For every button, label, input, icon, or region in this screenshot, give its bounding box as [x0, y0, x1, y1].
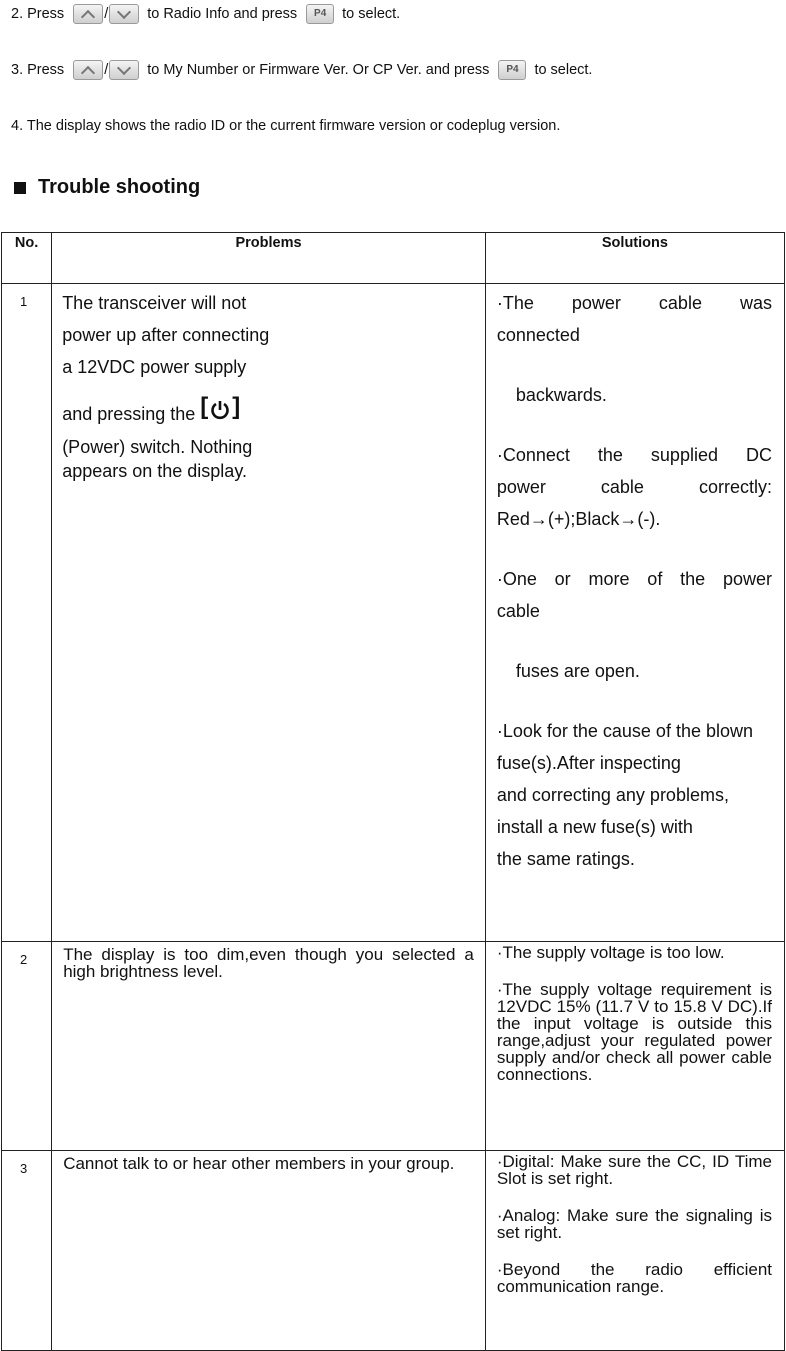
- step-2-end: to select.: [342, 6, 401, 22]
- solution-line: ·One or more of the power: [496, 569, 772, 589]
- step-3-separator: /: [104, 62, 109, 78]
- step-3: [11, 60, 592, 80]
- step-2-middle: to Radio Info and press: [147, 6, 298, 22]
- solution-line: ·Look for the cause of the blown: [496, 721, 754, 741]
- step-4: 4. The display shows the radio ID or the current firmware version or codeplug version.: [11, 118, 561, 134]
- solution-line: connected: [496, 325, 580, 345]
- solution-cell: [485, 1151, 784, 1351]
- solution-line: Red→(+);Black→(-).: [496, 509, 661, 529]
- table-row: [2, 942, 785, 1151]
- problem-line: (Power) switch. Nothing: [62, 437, 253, 457]
- power-button-icon: [ ]: [200, 393, 241, 420]
- down-arrow-key-icon: [109, 4, 139, 24]
- step-3-prefix: 3. Press: [11, 62, 65, 78]
- solution-line: ·The supply voltage requirement is 12VDC 15% (11.7 V to 15.8 V DC).If the input voltage is outside this range,adjust your regulated power supply and/or check all power cable connections.: [496, 980, 772, 1084]
- solution-line: and correcting any problems,: [496, 785, 729, 805]
- problem-cell: [52, 284, 486, 942]
- problem-cell: Cannot talk to or hear other members in your group.: [52, 1151, 486, 1351]
- solution-line: cable: [496, 601, 540, 621]
- solution-line: ·Analog: Make sure the signaling is set right.: [496, 1206, 772, 1242]
- problem-line-with-icon: [62, 393, 474, 430]
- header-solutions: Solutions: [485, 233, 784, 284]
- solution-line: ·Connect the supplied DC: [496, 445, 772, 465]
- section-heading-text: Trouble shooting: [38, 176, 201, 198]
- solution-line: ·The power cable was: [496, 293, 772, 313]
- solution-line: backwards.: [515, 385, 607, 405]
- up-arrow-key-icon: [73, 60, 103, 80]
- solution-line: ·The supply voltage is too low.: [496, 943, 725, 962]
- solution-cell: [485, 942, 784, 1151]
- header-no: No.: [2, 233, 52, 284]
- problem-line: and pressing the: [62, 404, 196, 424]
- troubleshooting-table: [1, 232, 785, 1351]
- step-3-end: to select.: [534, 62, 593, 78]
- step-2: [11, 4, 400, 24]
- up-arrow-key-icon: [73, 4, 103, 24]
- problem-cell: The display is too dim,even though you selected a high brightness level.: [52, 942, 486, 1151]
- row-number: 3: [2, 1151, 52, 1351]
- p4-key-icon: P4: [498, 60, 526, 80]
- solution-line: fuse(s).After inspecting: [496, 753, 681, 773]
- solution-line: ·Beyond the radio efficient communication range.: [496, 1260, 772, 1296]
- table-row: [2, 1151, 785, 1351]
- problem-line: appears on the display.: [62, 461, 247, 481]
- problem-line: a 12VDC power supply: [62, 357, 247, 377]
- row-number: 2: [2, 942, 52, 1151]
- solution-line: power cable correctly:: [496, 477, 772, 497]
- square-bullet-icon: [14, 182, 26, 194]
- problem-line: The transceiver will not: [62, 293, 247, 313]
- solution-line: ·Digital: Make sure the CC, ID Time Slot is set right.: [496, 1152, 772, 1188]
- solution-line: fuses are open.: [515, 661, 640, 681]
- table-header-row: [2, 233, 785, 284]
- row-number: 1: [2, 284, 52, 942]
- solution-line: install a new fuse(s) with: [496, 817, 693, 837]
- p4-key-icon: P4: [306, 4, 334, 24]
- solution-cell: [485, 284, 784, 942]
- step-2-separator: /: [104, 6, 109, 22]
- step-3-middle: to My Number or Firmware Ver. Or CP Ver. and press: [147, 62, 490, 78]
- down-arrow-key-icon: [109, 60, 139, 80]
- table-row: [2, 284, 785, 942]
- header-problems: Problems: [52, 233, 486, 284]
- step-2-prefix: 2. Press: [11, 6, 65, 22]
- section-heading: [14, 176, 200, 199]
- solution-line: the same ratings.: [496, 849, 635, 869]
- problem-line: power up after connecting: [62, 325, 270, 345]
